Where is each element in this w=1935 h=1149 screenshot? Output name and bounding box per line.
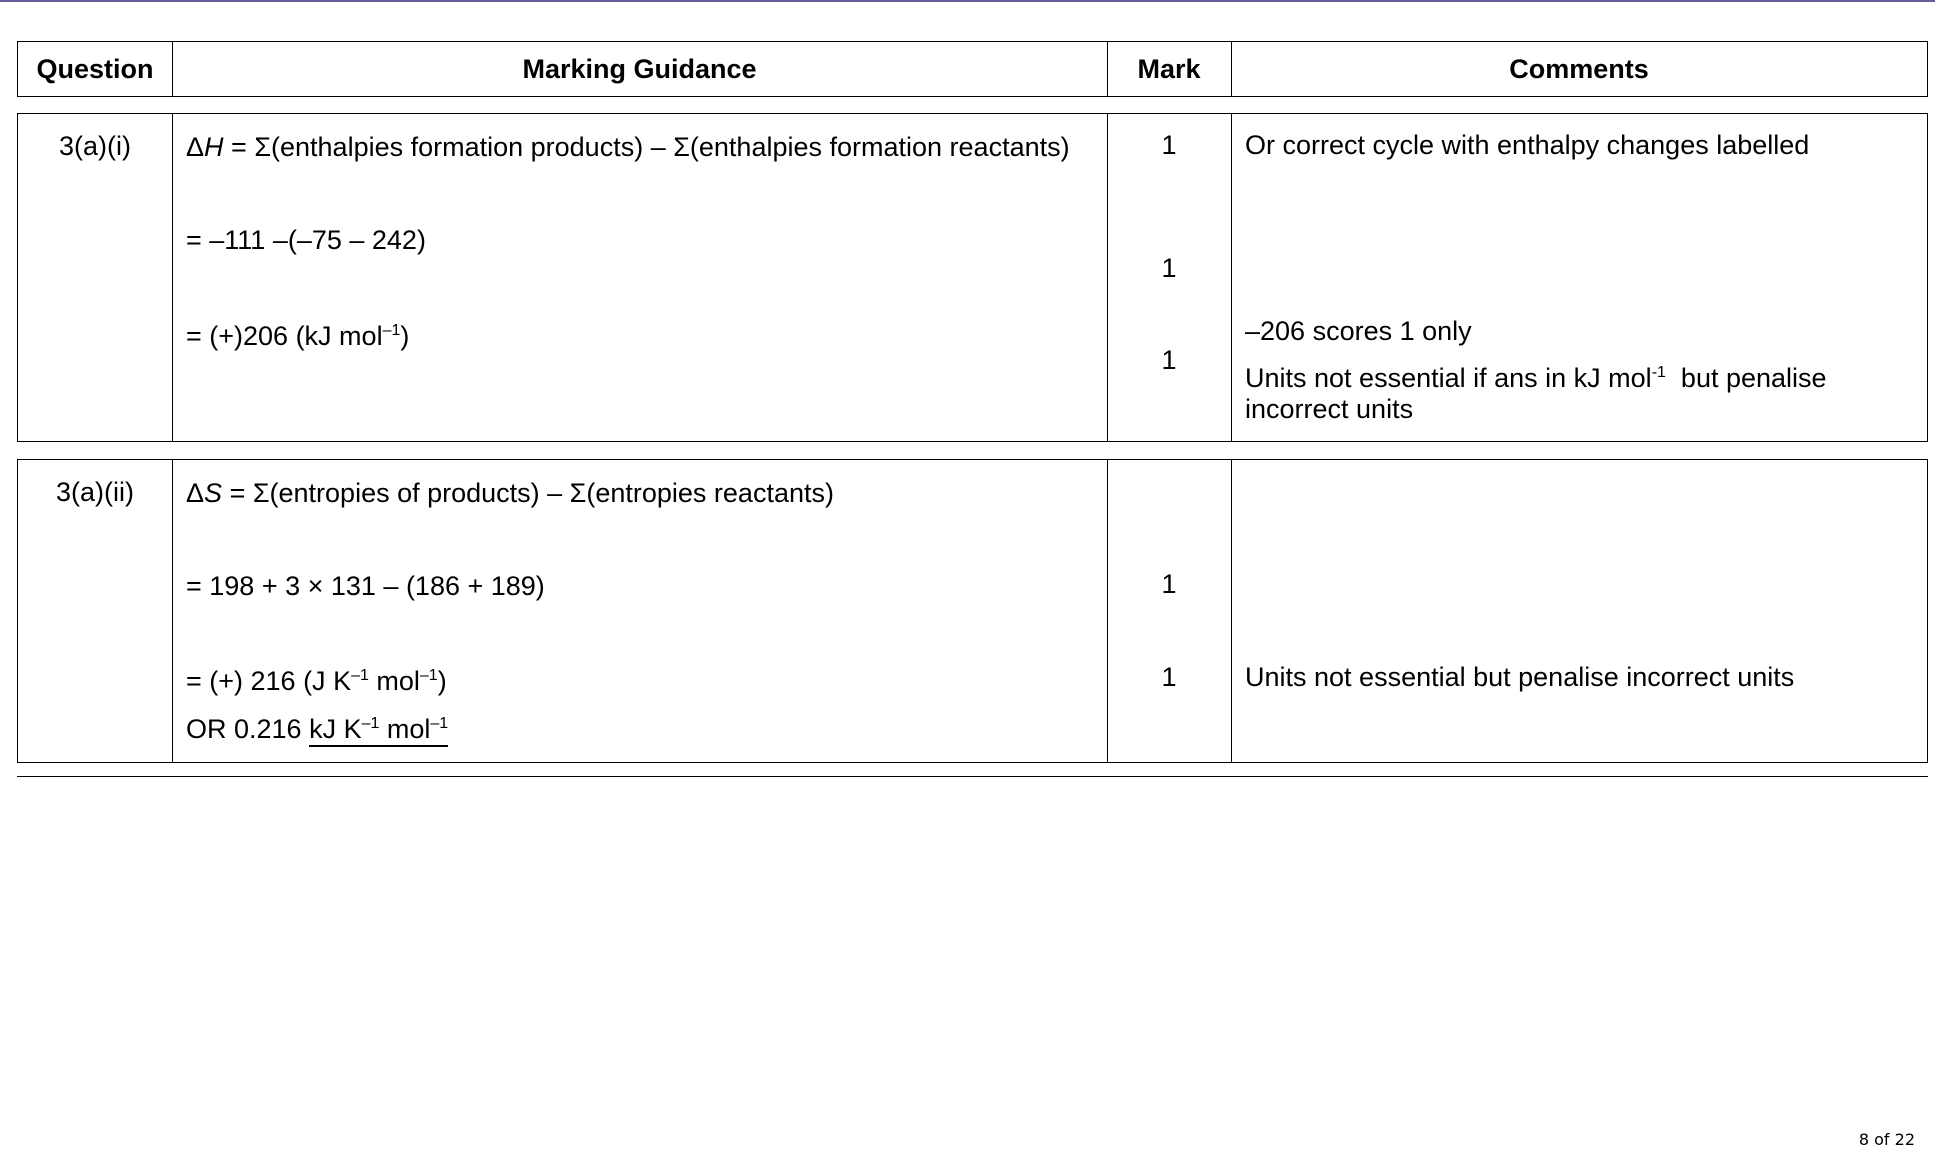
superscript: –1 xyxy=(430,715,449,732)
header-marking-guidance: Marking Guidance xyxy=(522,53,757,84)
guidance-line xyxy=(186,713,448,745)
header-mark: Mark xyxy=(1137,53,1201,84)
guidance-text: OR 0.216 xyxy=(186,714,310,744)
guidance-line: = 198 + 3 × 131 – (186 + 189) xyxy=(186,571,545,601)
guidance-text: ) xyxy=(400,321,410,351)
guidance-line: = –111 –(–75 – 242) xyxy=(186,225,426,255)
comment-text: Units not essential but penalise incorrect units xyxy=(1245,662,1795,692)
col-divider xyxy=(1107,460,1108,762)
header-row xyxy=(17,41,1928,97)
comment-text: Or correct cycle with enthalpy changes labelled xyxy=(1245,130,1810,160)
superscript: –1 xyxy=(361,715,380,732)
superscript: –1 xyxy=(351,667,369,684)
mark-value: 1 xyxy=(1161,253,1177,283)
variable-s: S xyxy=(204,478,223,508)
question-number: 3(a)(i) xyxy=(59,131,131,161)
page-number: 8 of 22 xyxy=(1858,1130,1915,1149)
mark-value: 1 xyxy=(1161,662,1177,692)
variable-h: H xyxy=(204,132,224,162)
mark-value: 1 xyxy=(1161,130,1177,160)
comment-text xyxy=(1245,362,1827,394)
delta-symbol: Δ xyxy=(186,478,205,508)
row-3a-i xyxy=(17,113,1928,442)
guidance-text: ) xyxy=(437,666,447,696)
bottom-rule xyxy=(17,776,1928,777)
guidance-line xyxy=(186,320,409,352)
guidance-text: = Σ(enthalpies formation products) – Σ(enthalpies formation reactants) xyxy=(223,132,1070,162)
comment-text: but penalise xyxy=(1665,363,1827,393)
row-3a-ii xyxy=(17,459,1928,763)
guidance-text: = (+) 216 (J K xyxy=(186,666,352,696)
mark-value: 1 xyxy=(1161,569,1177,599)
superscript: -1 xyxy=(1651,364,1666,381)
guidance-text: kJ K xyxy=(309,714,362,744)
superscript: –1 xyxy=(382,322,401,339)
col-divider xyxy=(172,114,173,441)
guidance-text: mol xyxy=(368,666,420,696)
mark-value: 1 xyxy=(1161,345,1177,375)
guidance-text: mol xyxy=(379,714,431,744)
guidance-line xyxy=(186,477,834,509)
header-comments: Comments xyxy=(1509,53,1649,84)
header-question: Question xyxy=(36,53,154,84)
col-divider xyxy=(1231,114,1232,441)
guidance-line xyxy=(186,665,447,697)
top-rule xyxy=(0,0,1935,2)
comment-text: Units not essential if ans in kJ mol xyxy=(1245,363,1652,393)
superscript: –1 xyxy=(419,667,438,684)
comment-text: –206 scores 1 only xyxy=(1245,316,1472,346)
question-number: 3(a)(ii) xyxy=(56,477,134,507)
guidance-text: = (+)206 (kJ mol xyxy=(186,321,383,351)
col-divider xyxy=(1231,460,1232,762)
delta-symbol: Δ xyxy=(186,132,205,162)
col-divider xyxy=(172,460,173,762)
guidance-text: = Σ(entropies of products) – Σ(entropies reactants) xyxy=(222,478,834,508)
comment-text: incorrect units xyxy=(1245,394,1414,424)
underlined-units xyxy=(309,714,448,747)
guidance-line xyxy=(186,131,1070,163)
